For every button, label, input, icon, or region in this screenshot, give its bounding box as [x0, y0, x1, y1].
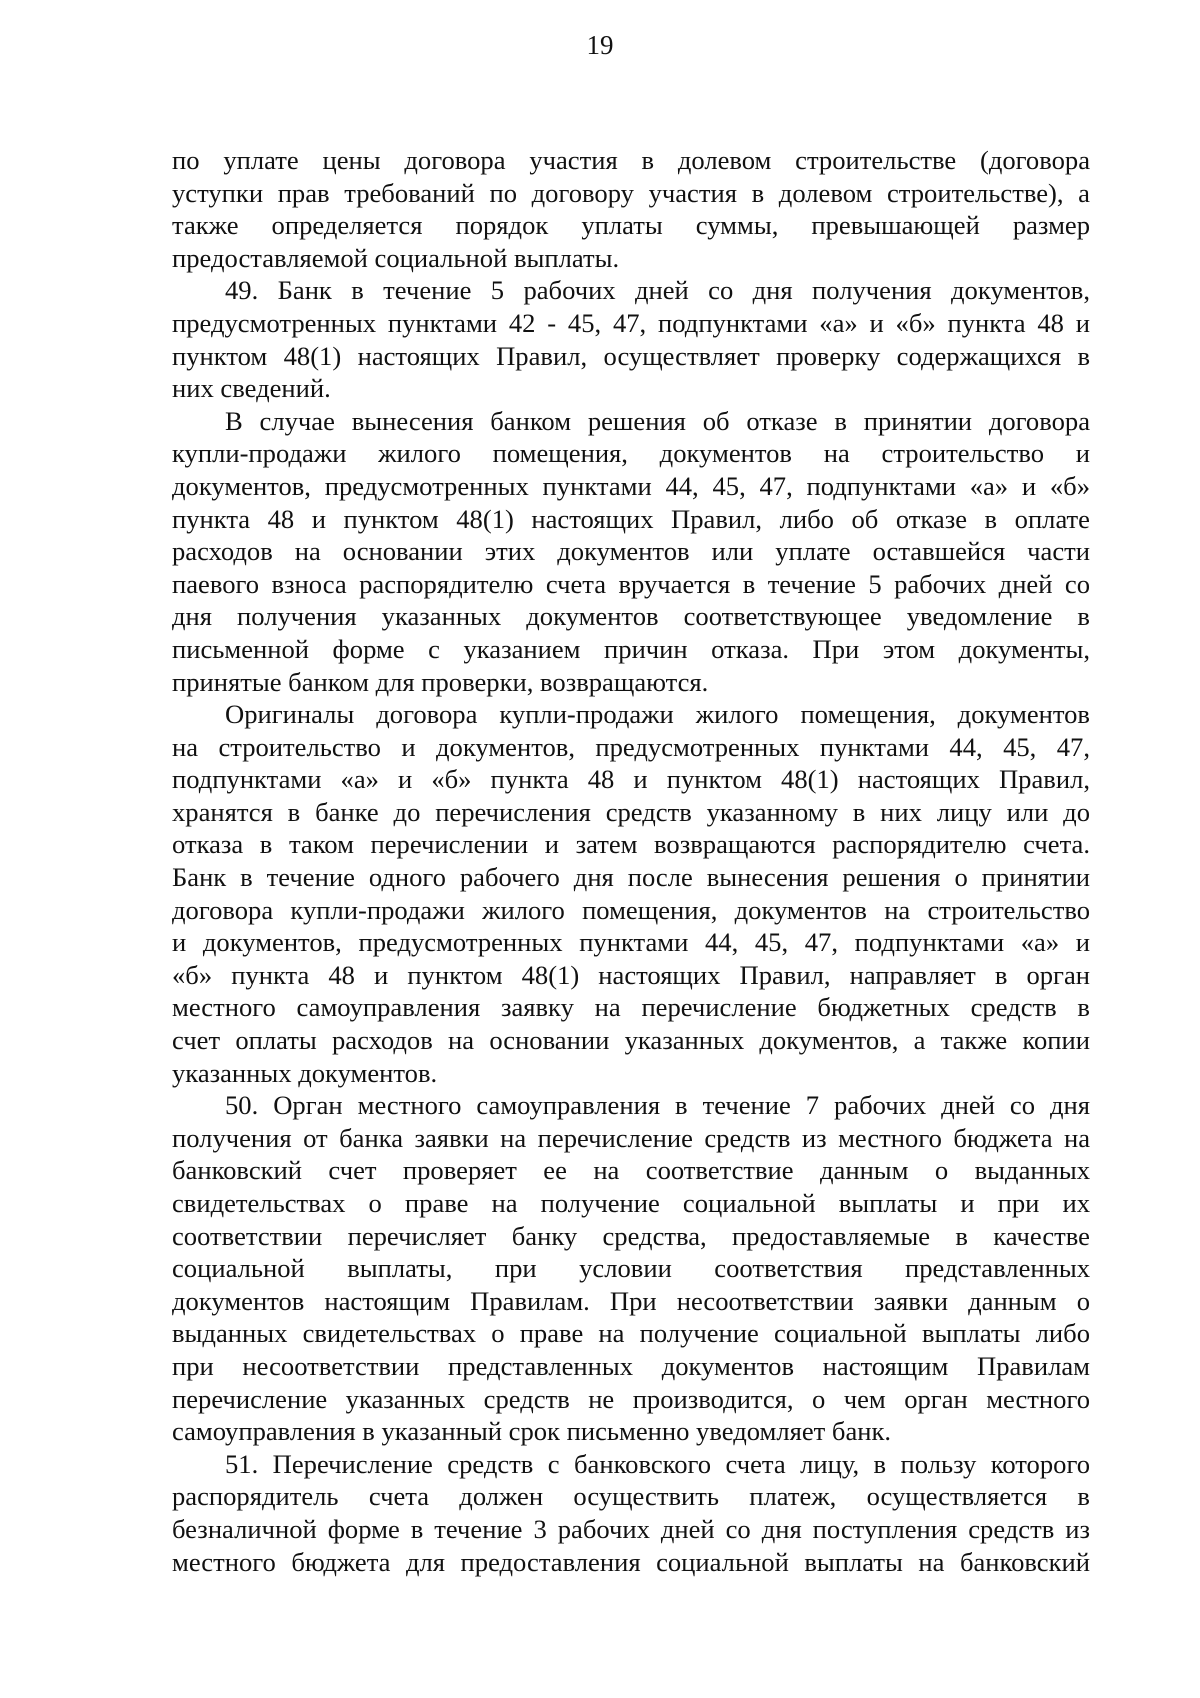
text-line: социальной выплаты, при условии соответствия представленных [172, 1253, 1090, 1284]
text-line: счет оплаты расходов на основании указанных документов, а также копии [172, 1025, 1090, 1056]
text-line: свидетельствах о праве на получение социальной выплаты и при их [172, 1188, 1090, 1218]
text-line: расходов на основании этих документов или уплате оставшейся части [172, 536, 1090, 567]
text-line: подпунктами «а» и «б» пункта 48 и пунктом 48(1) настоящих Правил, [172, 764, 1090, 795]
text-line: на строительство и документов, предусмотренных пунктами 44, 45, 47, [172, 731, 1090, 762]
text-line: уступки прав требований по договору участия в долевом строительстве), а [172, 177, 1090, 208]
text-line: предоставляемой социальной выплаты. [172, 242, 620, 273]
text-line: них сведений. [172, 373, 331, 404]
text-line: при несоответствии представленных документов настоящим Правилам [172, 1350, 1090, 1381]
text-line: договора купли-продажи жилого помещения, документов на строительство [172, 894, 1090, 925]
text-line: купли-продажи жилого помещения, документов на строительство и [172, 438, 1090, 469]
text-line: также определяется порядок уплаты суммы, превышающей размер [172, 210, 1090, 241]
text-line: получения от банка заявки на перечисление средств из местного бюджета на [172, 1122, 1090, 1153]
text-line: дня получения указанных документов соответствующее уведомление в [172, 601, 1090, 632]
text-line: банковский счет проверяет ее на соответствие данным о выданных [172, 1155, 1090, 1186]
text-line: паевого взноса распорядителю счета вручается в течение 5 рабочих дней со [172, 568, 1090, 599]
text-line: пункта 48 и пунктом 48(1) настоящих Правил, либо об отказе в оплате [172, 503, 1090, 534]
text-line: документов, предусмотренных пунктами 44, 45, 47, подпунктами «а» и «б» [172, 470, 1090, 501]
text-line: местного самоуправления заявку на перечисление бюджетных средств в [172, 992, 1090, 1023]
text-line: указанных документов. [172, 1057, 438, 1088]
text-line: «б» пункта 48 и пунктом 48(1) настоящих Правил, направляет в орган [172, 959, 1090, 990]
text-line: отказа в таком перечислении и затем возвращаются распорядителю счета. [172, 829, 1090, 860]
text-line: В случае вынесения банком решения об отказе в принятии договора [225, 405, 1090, 436]
text-line: безналичной форме в течение 3 рабочих дней со дня поступления средств из [172, 1513, 1090, 1544]
document-body [172, 144, 1090, 1578]
text-line: по уплате цены договора участия в долевом строительстве (договора [172, 145, 1090, 175]
text-line: и документов, предусмотренных пунктами 44, 45, 47, подпунктами «а» и [172, 927, 1090, 958]
text-line: принятые банком для проверки, возвращаются. [172, 666, 709, 697]
text-line: 49. Банк в течение 5 рабочих дней со дня получения документов, [225, 275, 1090, 306]
text-line: 50. Орган местного самоуправления в течение 7 рабочих дней со дня [225, 1090, 1090, 1121]
text-line: Банк в течение одного рабочего дня после вынесения решения о принятии [172, 862, 1090, 893]
page-number: 19 [586, 30, 614, 60]
text-line: предусмотренных пунктами 42 - 45, 47, подпунктами «а» и «б» пункта 48 и [172, 307, 1090, 338]
text-line: пунктом 48(1) настоящих Правил, осуществляет проверку содержащихся в [172, 340, 1090, 371]
text-line: документов настоящим Правилам. При несоответствии заявки данным о [172, 1285, 1090, 1316]
text-line: соответствии перечисляет банку средства, предоставляемые в качестве [172, 1220, 1090, 1251]
text-line: Оригиналы договора купли-продажи жилого помещения, документов [225, 699, 1090, 730]
text-line: распорядитель счета должен осуществить платеж, осуществляется в [172, 1481, 1090, 1512]
text-line: 51. Перечисление средств с банковского счета лицу, в пользу которого [225, 1448, 1090, 1479]
text-line: письменной форме с указанием причин отказа. При этом документы, [172, 633, 1090, 664]
text-line: выданных свидетельствах о праве на получение социальной выплаты либо [172, 1318, 1090, 1349]
text-line: местного бюджета для предоставления социальной выплаты на банковский [172, 1546, 1090, 1577]
text-line: перечисление указанных средств не производится, о чем орган местного [172, 1383, 1090, 1414]
text-line: самоуправления в указанный срок письменно уведомляет банк. [172, 1416, 892, 1447]
text-line: хранятся в банке до перечисления средств указанному в них лицу или до [172, 796, 1090, 827]
